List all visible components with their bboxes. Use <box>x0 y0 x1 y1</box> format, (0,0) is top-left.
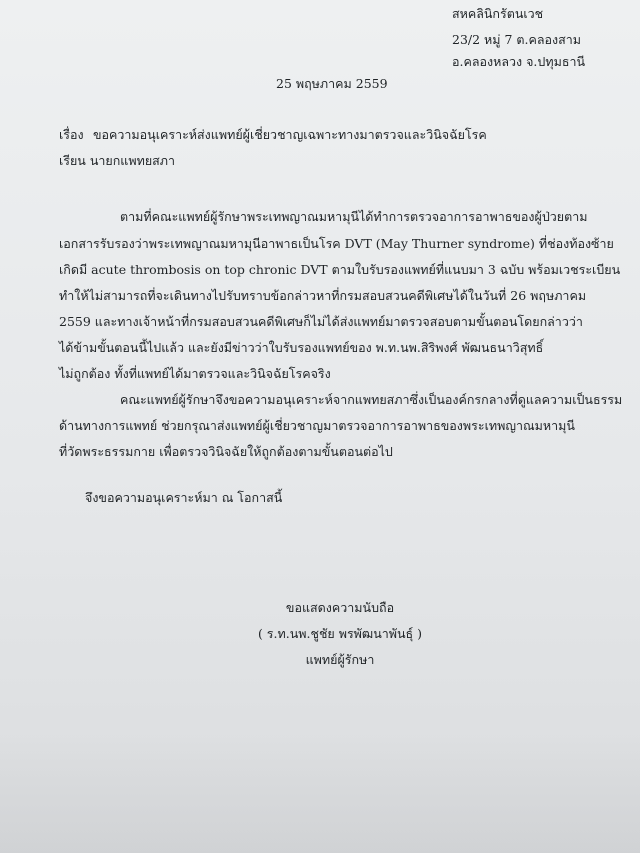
body-p2-line2: ด้านทางการแพทย์ ช่วยกรุณาส่งแพทย์ผู้เชี่ยวชาญมาตรวจอาการอาพาธของพระเทพญาณมหามุนี <box>59 418 575 433</box>
letter-date: 25 พฤษภาคม 2559 <box>276 76 388 91</box>
body-p1-line5: 2559 และทางเจ้าหน้าที่กรมสอบสวนคดีพิเศษก็ไม่ได้ส่งแพทย์มาตรวจสอบตามขั้นตอนโดยกล่าวว่า <box>59 314 583 329</box>
sender-address-line2: อ.คลองหลวง จ.ปทุมธานี <box>452 54 586 69</box>
signature-name: ( ร.ท.นพ.ชูชัย พรพัฒนาพันธุ์ ) <box>257 626 423 641</box>
signature-title: แพทย์ผู้รักษา <box>305 652 375 667</box>
body-p1-line3: เกิดมี acute thrombosis on top chronic DVT ตามใบรับรองแพทย์ที่แนบมา 3 ฉบับ พร้อมเวชระเบียน <box>59 262 621 277</box>
paper-shadow <box>0 733 640 853</box>
subject-line <box>59 127 487 143</box>
body-p1-line2: เอกสารรับรองว่าพระเทพญาณมหามุนีอาพาธเป็นโรค DVT (May Thurner syndrome) ที่ช่องท้องซ้าย <box>59 236 614 251</box>
body-p1-line7: ไม่ถูกต้อง ทั้งที่แพทย์ได้มาตรวจและวินิจฉัยโรคจริง <box>59 366 331 381</box>
body-p1-line6: ได้ข้ามขั้นตอนนี้ไปแล้ว และยังมีข่าวว่าใบรับรองแพทย์ของ พ.ท.นพ.สิริพงศ์ พัฒนธนาวิสุทธิ์ <box>59 340 544 355</box>
body-p1-line4: ทำให้ไม่สามารถที่จะเดินทางไปรับทราบข้อกล่าวหาที่กรมสอบสวนคดีพิเศษได้ในวันที่ 26 พฤษภาคม <box>59 288 587 303</box>
signature-respect: ขอแสดงความนับถือ <box>285 600 395 615</box>
body-p1-line1: ตามที่คณะแพทย์ผู้รักษาพระเทพญาณมหามุนีได้ทำการตรวจอาการอาพาธของผู้ป่วยตาม <box>120 209 588 224</box>
subject-label: เรื่อง <box>59 127 84 142</box>
closing-line: จึงขอความอนุเคราะห์มา ณ โอกาสนี้ <box>85 490 283 505</box>
sender-name: สหคลินิกรัตนเวช <box>452 6 544 21</box>
sender-address-line1: 23/2 หมู่ 7 ต.คลองสาม <box>452 32 582 47</box>
subject-text: ขอความอนุเคราะห์ส่งแพทย์ผู้เชี่ยวชาญเฉพาะทางมาตรวจและวินิจฉัยโรค <box>92 127 487 142</box>
body-p2-line1: คณะแพทย์ผู้รักษาจึงขอความอนุเคราะห์จากแพทยสภาซึ่งเป็นองค์กรกลางที่ดูแลความเป็นธรรม <box>120 392 623 407</box>
salutation: เรียน นายกแพทยสภา <box>59 153 176 168</box>
body-p2-line3: ที่วัดพระธรรมกาย เพื่อตรวจวินิจฉัยให้ถูกต้องตามขั้นตอนต่อไป <box>59 444 393 459</box>
